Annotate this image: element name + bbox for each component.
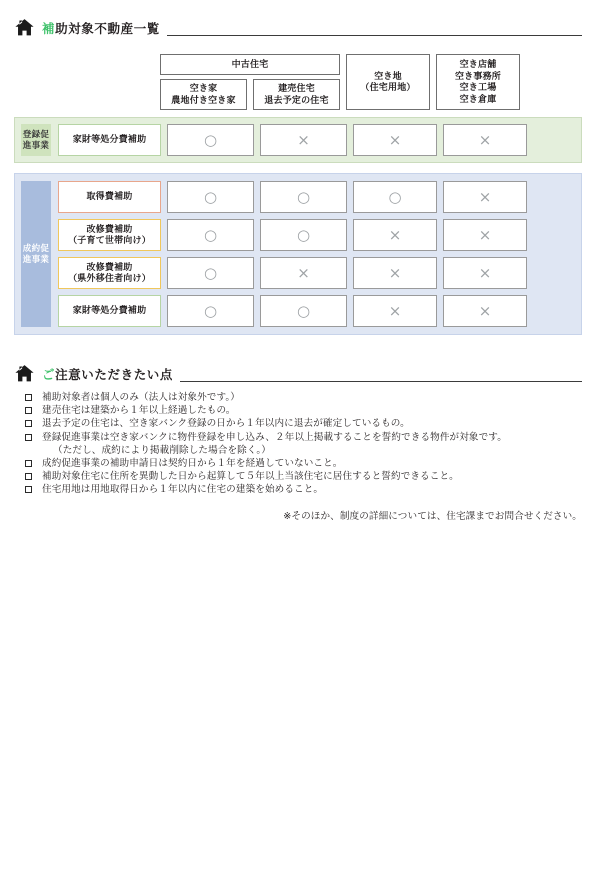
note-text: 登録促進事業は空き家バンクに物件登録を申し込み、２年以上掲載することを誓約できる物件が対象です。 xyxy=(42,431,507,443)
mark-r4-c0: ○ xyxy=(203,301,218,320)
table-row xyxy=(58,124,574,156)
table-row xyxy=(58,181,574,213)
cell-r1-c1 xyxy=(260,181,347,213)
page-title-header xyxy=(0,17,600,38)
checkbox-icon xyxy=(25,420,32,427)
cell-r3-c3 xyxy=(443,257,527,289)
row-label-kazai-shobun-2: 家財等処分費補助 xyxy=(58,295,161,327)
note-text: 成約促進事業の補助申請日は契約日から１年を経過していないこと。 xyxy=(42,458,343,470)
notes-divider xyxy=(180,381,582,382)
checkbox-icon xyxy=(25,473,32,480)
column-header-akiya-line2: 農地付き空き家 xyxy=(171,94,236,105)
column-header-vacant-land-line1: 空き地 xyxy=(374,70,402,81)
cell-r4-c0 xyxy=(167,295,254,327)
cell-r2-c3 xyxy=(443,219,527,251)
checkbox-icon xyxy=(25,460,32,467)
column-header-tateuri xyxy=(253,79,340,110)
mark-r0-c1: × xyxy=(297,130,310,149)
row-cells xyxy=(167,295,574,327)
page-title-rest: 助対象不動産一覧 xyxy=(55,22,160,36)
matrix-column-headers xyxy=(160,54,582,110)
cell-r0-c0 xyxy=(167,124,254,156)
row-label-kaishuhi-kengai xyxy=(58,257,161,289)
mark-r3-c0: ○ xyxy=(203,263,218,282)
page-title-accent: 補 xyxy=(42,22,56,36)
band-registration-promotion xyxy=(14,117,582,163)
table-row xyxy=(58,257,574,289)
checkbox-icon xyxy=(25,407,32,414)
house-icon xyxy=(14,363,35,384)
column-header-commercial-line3: 空き工場 xyxy=(459,82,497,92)
row-label-kaishuhi-kengai-line1: 改修費補助 xyxy=(86,261,133,272)
mark-r2-c0: ○ xyxy=(203,225,218,244)
page-root xyxy=(0,17,600,883)
cell-r2-c2 xyxy=(353,219,437,251)
note-text: 退去予定の住宅は、空き家バンク登録の日から１年以内に退去が確定しているもの。 xyxy=(42,418,410,430)
notes-header xyxy=(0,363,600,384)
cell-r1-c2 xyxy=(353,181,437,213)
list-item xyxy=(14,417,582,430)
list-item xyxy=(14,404,582,417)
mark-r2-c2: × xyxy=(388,225,402,244)
mark-r0-c3: × xyxy=(478,130,492,149)
footnote: ※そのほか、制度の詳細については、住宅課までお問合せください。 xyxy=(283,510,582,522)
mark-r4-c2: × xyxy=(388,301,402,320)
house-icon xyxy=(14,17,35,38)
cell-r3-c0 xyxy=(167,257,254,289)
list-item xyxy=(14,457,582,470)
cell-r1-c0 xyxy=(167,181,254,213)
column-header-tateuri-line2: 退去予定の住宅 xyxy=(264,94,329,105)
column-header-vacant-land xyxy=(346,54,430,110)
table-row xyxy=(58,295,574,327)
mark-r3-c1: × xyxy=(297,263,310,282)
column-header-vacant-land-line2: （住宅用地） xyxy=(360,82,416,92)
band-label-contract-text: 成約促進事業 xyxy=(22,243,50,264)
cell-r1-c3 xyxy=(443,181,527,213)
cell-r0-c1 xyxy=(260,124,347,156)
row-label-kaishuhi-kengai-line2: （県外移住者向け） xyxy=(68,273,151,283)
checkbox-icon xyxy=(25,486,32,493)
cell-r4-c3 xyxy=(443,295,527,327)
column-header-commercial-line1: 空き店舗 xyxy=(459,59,497,69)
column-header-commercial-line4: 空き倉庫 xyxy=(459,93,497,104)
column-header-vacant-commercial xyxy=(436,54,520,110)
mark-r1-c2: ○ xyxy=(388,187,402,206)
row-cells xyxy=(167,124,574,156)
column-group-used-housing-title: 中古住宅 xyxy=(160,54,340,75)
band-label-contract-promotion xyxy=(21,181,51,327)
note-text: 補助対象住宅に住所を異動した日から起算して５年以上当該住宅に居住すると誓約できること。 xyxy=(42,471,459,483)
cell-r4-c1 xyxy=(260,295,347,327)
checkbox-icon xyxy=(25,394,32,401)
row-label-kaishuhi-kosodate-line1: 改修費補助 xyxy=(86,223,133,234)
column-header-commercial-line2: 空き事務所 xyxy=(454,70,501,81)
mark-r4-c3: × xyxy=(478,301,492,320)
note-text: 建売住宅は建築から１年以上経過したもの。 xyxy=(42,405,236,417)
note-subtext: （ただし、成約により掲載削除した場合を除く。） xyxy=(53,444,271,456)
notes-title-rest: 注意いただきたい点 xyxy=(55,368,174,382)
list-item xyxy=(14,391,582,404)
row-label-kaishuhi-kosodate-line2: （子育て世帯向け） xyxy=(68,235,151,245)
cell-r2-c1 xyxy=(260,219,347,251)
table-row xyxy=(58,219,574,251)
mark-r0-c0: ○ xyxy=(203,130,218,149)
band-contract-promotion xyxy=(14,173,582,335)
row-label-shutokuhi: 取得費補助 xyxy=(58,181,161,213)
mark-r1-c0: ○ xyxy=(203,187,218,206)
notes-title xyxy=(42,367,173,384)
mark-r4-c1: ○ xyxy=(296,301,311,320)
cell-r4-c2 xyxy=(353,295,437,327)
band-label-registration-text: 登録促進事業 xyxy=(22,129,50,150)
band-label-registration-promotion xyxy=(21,124,51,156)
list-item xyxy=(14,470,582,483)
row-cells xyxy=(167,181,574,213)
list-item xyxy=(14,483,582,496)
cell-r3-c2 xyxy=(353,257,437,289)
column-group-vacant-land xyxy=(346,54,430,110)
mark-r3-c2: × xyxy=(388,263,402,282)
column-group-used-housing xyxy=(160,54,340,110)
checkbox-icon xyxy=(25,434,32,441)
column-header-tateuri-line1: 建売住宅 xyxy=(278,83,315,93)
eligibility-matrix xyxy=(0,54,600,335)
cell-r0-c3 xyxy=(443,124,527,156)
mark-r0-c2: × xyxy=(388,130,402,149)
header-divider xyxy=(167,35,582,36)
row-cells xyxy=(167,257,574,289)
column-group-vacant-commercial xyxy=(436,54,520,110)
cell-r2-c0 xyxy=(167,219,254,251)
notes-section xyxy=(0,363,600,523)
row-cells xyxy=(167,219,574,251)
mark-r2-c3: × xyxy=(478,225,492,244)
page-title xyxy=(42,21,160,38)
row-label-kazai-shobun-1: 家財等処分費補助 xyxy=(58,124,161,156)
row-label-kaishuhi-kosodate xyxy=(58,219,161,251)
column-header-akiya xyxy=(160,79,247,110)
mark-r3-c3: × xyxy=(478,263,492,282)
column-header-akiya-line1: 空き家 xyxy=(189,83,218,93)
list-item xyxy=(14,431,582,444)
note-text: 住宅用地は用地取得日から１年以内に住宅の建築を始めること。 xyxy=(42,484,324,496)
notes-list xyxy=(0,391,600,497)
mark-r2-c1: ○ xyxy=(296,225,311,244)
cell-r3-c1 xyxy=(260,257,347,289)
notes-title-accent: ご xyxy=(42,368,56,382)
note-text: 補助対象者は個人のみ（法人は対象外です。） xyxy=(42,392,240,403)
cell-r0-c2 xyxy=(353,124,437,156)
mark-r1-c3: × xyxy=(478,187,492,206)
mark-r1-c1: ○ xyxy=(296,187,311,206)
